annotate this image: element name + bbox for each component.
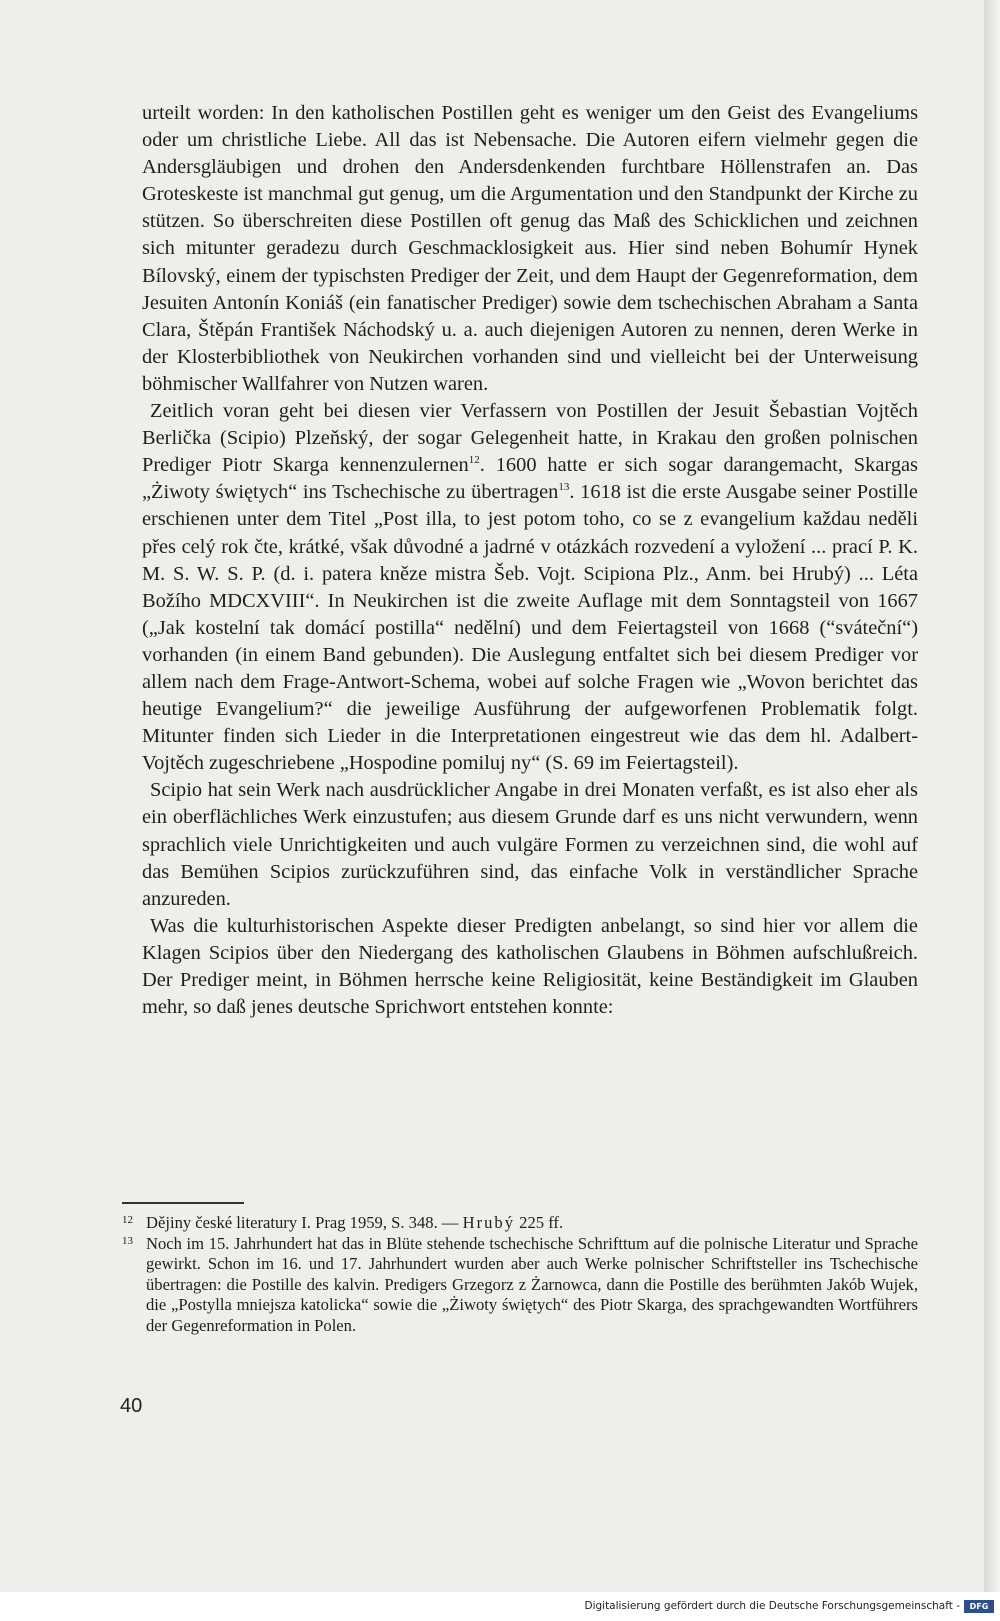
footnote-12 bbox=[122, 1213, 918, 1234]
footnote-number: 12 bbox=[122, 1214, 133, 1226]
paragraph-2 bbox=[142, 398, 918, 777]
dfg-logo-icon: DFG bbox=[964, 1600, 994, 1613]
paragraph-4: Was die kulturhistorischen Aspekte dieser Predigten anbelangt, so sind hier vor allem die Klagen Scipios über den Niedergang des katholischen Glaubens in Böhmen aufschlußreich. Der Prediger meint, in Böhmen herrsche keine Religiosität, keine Beständigkeit im Glauben mehr, so daß jenes deutsche Sprichwort entstehen konnte: bbox=[142, 914, 918, 1019]
footnote-rule bbox=[122, 1202, 244, 1204]
page-number: 40 bbox=[120, 1395, 143, 1417]
paragraph-3: Scipio hat sein Werk nach ausdrücklicher Angabe in drei Monaten verfaßt, es ist also eher als ein oberflächliches Werk einzustufen; aus diesem Grunde darf es uns nicht verwundern, wenn sprachlich viele Unrichtigkeiten und auch vulgäre Formen zu verzeichnen sind, die wohl auf das Bemühen Scipios zurückzuführen sind, das einfache Volk in verständlicher Sprache anzureden. bbox=[142, 779, 918, 910]
page-edge bbox=[984, 0, 1000, 1592]
footnote-ref-12[interactable]: 12 bbox=[468, 454, 480, 467]
footnote-text: Noch im 15. Jahrhundert hat das in Blüte stehende tschechische Schrifttum auf die polnische Literatur und Sprache gewirkt. Schon im 16. und 17. Jahrhundert wurden aber auch Werke polnischer Schriftsteller ins Tschechische übertragen: die Postille des kalvin. Predigers Grzegorz z Żarnowca, dann die Postille des berühmten Jakób Wujek, die „Postylla mniejsza katolicka“ sowie die „Żiwoty świętych“ des Piotr Skarga, des sprachgewandten Wortführers der Gegenreformation in Polen. bbox=[146, 1233, 918, 1335]
footnote-author: Hrubý bbox=[462, 1213, 516, 1232]
paragraph-2-part-2: . 1600 hatte er sich sogar darangemacht, Skargas „Żiwoty świętych“ ins Tschechische zu übertragen bbox=[142, 454, 918, 504]
paragraph-1: urteilt worden: In den katholischen Postillen geht es weniger um den Geist des Evangeliums oder um christliche Liebe. All das ist Nebensache. Die Autoren eifern vielmehr gegen die Andersgläubigen und drohen den Andersdenkenden furchtbare Höllenstrafen an. Das Groteskeste ist manchmal gut genug, um die Argumentation und den Standpunkt der Kirche zu stützen. So überschreiten diese Postillen oft genug das Maß des Schicklichen und zeichnen sich mitunter geradezu durch Geschmacklosigkeit aus. Hier sind neben Bohumír Hynek Bílovský, einem der typischsten Prediger der Zeit, und dem Haupt der Gegenreformation, dem Jesuiten Antonín Koniáš (ein fanatischer Prediger) sowie dem tschechischen Abraham a Santa Clara, Štěpán František Náchodský u. a. auch diejenigen Autoren zu nennen, deren Werke in der Klosterbibliothek von Neukirchen vorhanden sind und vielleicht bei der Unterweisung böhmischer Wallfahrer von Nutzen waren. bbox=[142, 102, 918, 395]
footnote-tail: 225 ff. bbox=[515, 1213, 564, 1232]
body-text bbox=[142, 100, 918, 1021]
footnote-13 bbox=[122, 1234, 918, 1337]
footnote-ref-13[interactable]: 13 bbox=[558, 481, 570, 494]
digitization-credit: Digitalisierung gefördert durch die Deutsche Forschungsgemeinschaft - bbox=[584, 1600, 960, 1612]
paragraph-2-part-3: . 1618 ist die erste Ausgabe seiner Postille erschienen unter dem Titel „Post illa, to jest potom toho, co se z evangelium každau neděli přes celý rok čte, krátké, však důvodné a jadrné v otázkách rozvedení a vyložení ... prací P. K. M. S. W. S. P. (d. i. patera kněze mistra Šeb. Vojt. Scipiona Plz., Anm. bei Hrubý) ... Léta Božího MDCXVIII“. In Neukirchen ist die zweite Auflage mit dem Sonntagsteil von 1667 („Jak kostelní tak domácí postilla“ nedělní) und dem Feiertagsteil von 1668 (“sváteční“) vorhanden (in einem Band gebunden). Die Auslegung entfaltet sich bei diesem Prediger vor allem nach dem Frage-Antwort-Schema, wobei auf solche Fragen wie „Wovon berichtet das heutige Evangelium?“ die jeweilige Ausführung der aufgeworfenen Problematik folgt. Mitunter finden sich Lieder in die Interpretationen eingestreut wie das dem hl. Adalbert-Vojtěch zugeschriebene „Hospodine pomiluj ny“ (S. 69 im Feiertagsteil). bbox=[142, 481, 918, 775]
paragraph-2-part-1: Zeitlich voran geht bei diesen vier Verfassern von Postillen der Jesuit Šebastian Vojtěch Berlička (Scipio) Plzeňský, der sogar Gelegenheit hatte, in Krakau den großen polnischen Prediger Piotr Skarga kennenzulernen bbox=[142, 400, 918, 477]
footnote-number: 13 bbox=[122, 1234, 133, 1247]
footnotes bbox=[122, 1213, 918, 1337]
footnote-text: Dějiny české literatury I. Prag 1959, S. 348. — bbox=[146, 1213, 463, 1232]
